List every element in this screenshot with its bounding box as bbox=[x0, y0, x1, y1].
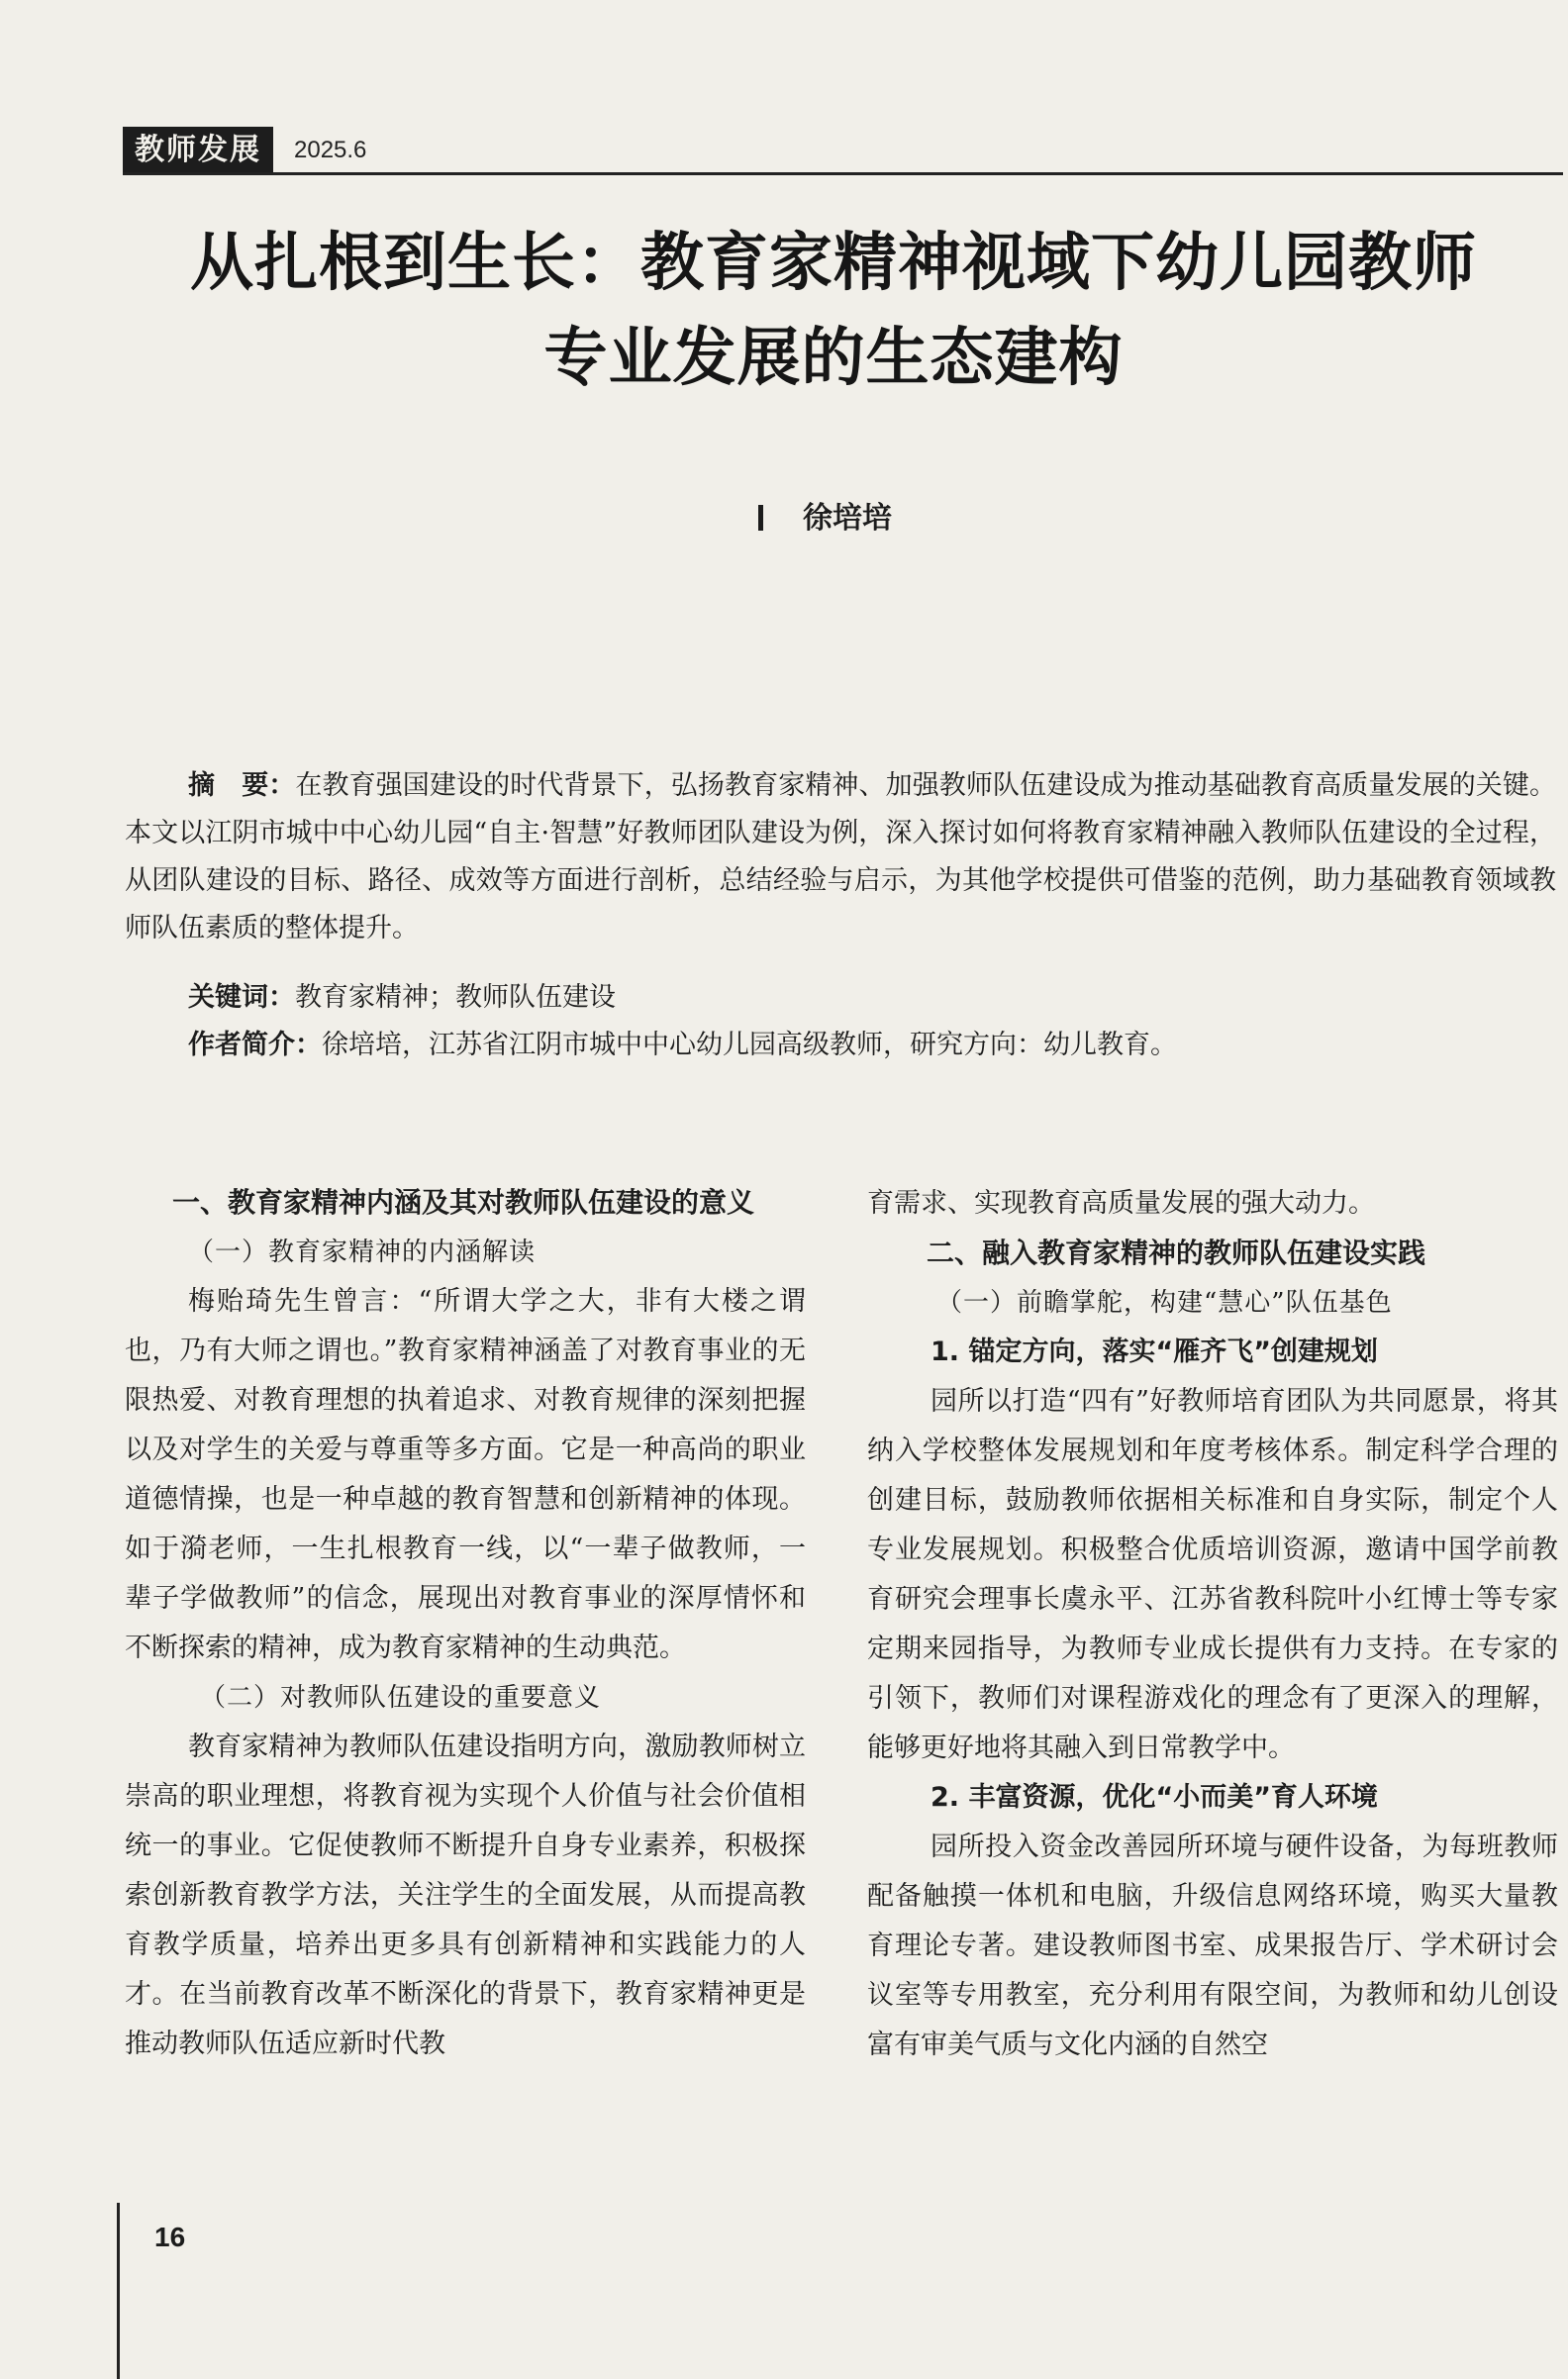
title-line-2: 专业发展的生态建构 bbox=[543, 322, 1124, 395]
keywords-label: 关键词： bbox=[188, 982, 295, 1013]
section-2-1-heading: （一）前瞻掌舵，构建“慧心”队伍基色 bbox=[936, 1288, 1393, 1318]
section-2-1-1-heading: 1. 锚定方向，落实“雁齐飞”创建规划 bbox=[931, 1337, 1378, 1367]
author-name: 徐培培 bbox=[803, 501, 892, 536]
abstract-block bbox=[125, 762, 1556, 952]
bio-label: 作者简介： bbox=[188, 1030, 322, 1060]
section-1-1-heading: （一）教育家精神的内涵解读 bbox=[188, 1238, 537, 1267]
abstract-text: 在教育强国建设的时代背景下，弘扬教育家精神、加强教师队伍建设成为推动基础教育高质量发展的关键。本文以江阴市城中中心幼儿园“自主·智慧”好教师团队建设为例，深入探讨如何将教育家精神融入教师队伍建设的全过程，从团队建设的目标、路径、成效等方面进行剖析，总结经验与启示，为其他学校提供可借鉴的范例，助力基础教育领域教师队伍素质的整体提升。 bbox=[125, 770, 1557, 943]
author-bio-line bbox=[188, 1023, 1177, 1061]
section-2-1-2-heading: 2. 丰富资源，优化“小而美”育人环境 bbox=[931, 1782, 1378, 1813]
journal-section-tag: 教师发展 bbox=[123, 127, 273, 174]
keywords-line bbox=[188, 975, 616, 1014]
section-1-1-paragraph: 梅贻琦先生曾言：“所谓大学之大，非有大楼之谓也，乃有大师之谓也。”教育家精神涵盖了对教育事业的无限热爱、对教育理想的执着追求、对教育规律的深刻把握以及对学生的关爱与尊重等多方面。它是一种高尚的职业道德情操，也是一种卓越的教育智慧和创新精神的体现。如于漪老师，一生扎根教育一线，以“一辈子做教师，一辈子学做教师”的信念，展现出对教育事业的深厚情怀和不断探索的精神，成为教育家精神的生动典范。 bbox=[125, 1286, 806, 1663]
section-1-2-heading: （二）对教师队伍建设的重要意义 bbox=[200, 1683, 602, 1713]
page-number: 16 bbox=[154, 2222, 186, 2252]
issue-date: 2025.6 bbox=[294, 137, 367, 163]
author-bar-mark bbox=[758, 505, 763, 531]
section-2-1-2-paragraph: 园所投入资金改善园所环境与硬件设备，为每班教师配备触摸一体机和电脑，升级信息网络环境，购买大量教育理论专著。建设教师图书室、成果报告厅、学术研讨会议室等专用教室，充分利用有限空间，为教师和幼儿创设富有审美气质与文化内涵的自然空 bbox=[867, 1832, 1558, 2060]
abstract-paragraph bbox=[125, 762, 1556, 952]
header-rule bbox=[123, 172, 1563, 175]
section-2-heading: 二、融入教育家精神的教师队伍建设实践 bbox=[927, 1237, 1426, 1269]
left-column bbox=[125, 1178, 806, 2069]
footer-rule bbox=[117, 2203, 120, 2379]
bio-text: 徐培培，江苏省江阴市城中中心幼儿园高级教师，研究方向：幼儿教育。 bbox=[322, 1030, 1177, 1060]
section-2-1-1-paragraph: 园所以打造“四有”好教师培育团队为共同愿景，将其纳入学校整体发展规划和年度考核体系。制定科学合理的创建目标，鼓励教师依据相关标准和自身实际，制定个人专业发展规划。积极整合优质培训资源，邀请中国学前教育研究会理事长虞永平、江苏省教科院叶小红博士等专家定期来园指导，为教师专业成长提供有力支持。在专家的引领下，教师们对课程游戏化的理念有了更深入的理解，能够更好地将其融入到日常教学中。 bbox=[867, 1386, 1558, 1763]
abstract-label: 摘 要： bbox=[188, 770, 296, 801]
continued-line: 育需求、实现教育高质量发展的强大动力。 bbox=[867, 1188, 1375, 1219]
section-1-heading: 一、教育家精神内涵及其对教师队伍建设的意义 bbox=[172, 1186, 755, 1219]
author-line bbox=[758, 493, 892, 537]
section-1-2-paragraph: 教育家精神为教师队伍建设指明方向，激励教师树立崇高的职业理想，将教育视为实现个人价值与社会价值相统一的事业。它促使教师不断提升自身专业素养，积极探索创新教育教学方法，关注学生的全面发展，从而提高教育教学质量，培养出更多具有创新精神和实践能力的人才。在当前教育改革不断深化的背景下，教育家精神更是推动教师队伍适应新时代教 bbox=[125, 1732, 806, 2059]
article-title bbox=[99, 216, 1568, 406]
right-column bbox=[867, 1179, 1558, 2070]
keywords-text: 教育家精神；教师队伍建设 bbox=[295, 982, 616, 1013]
title-line-1: 从扎根到生长：教育家精神视域下幼儿园教师 bbox=[190, 227, 1477, 300]
